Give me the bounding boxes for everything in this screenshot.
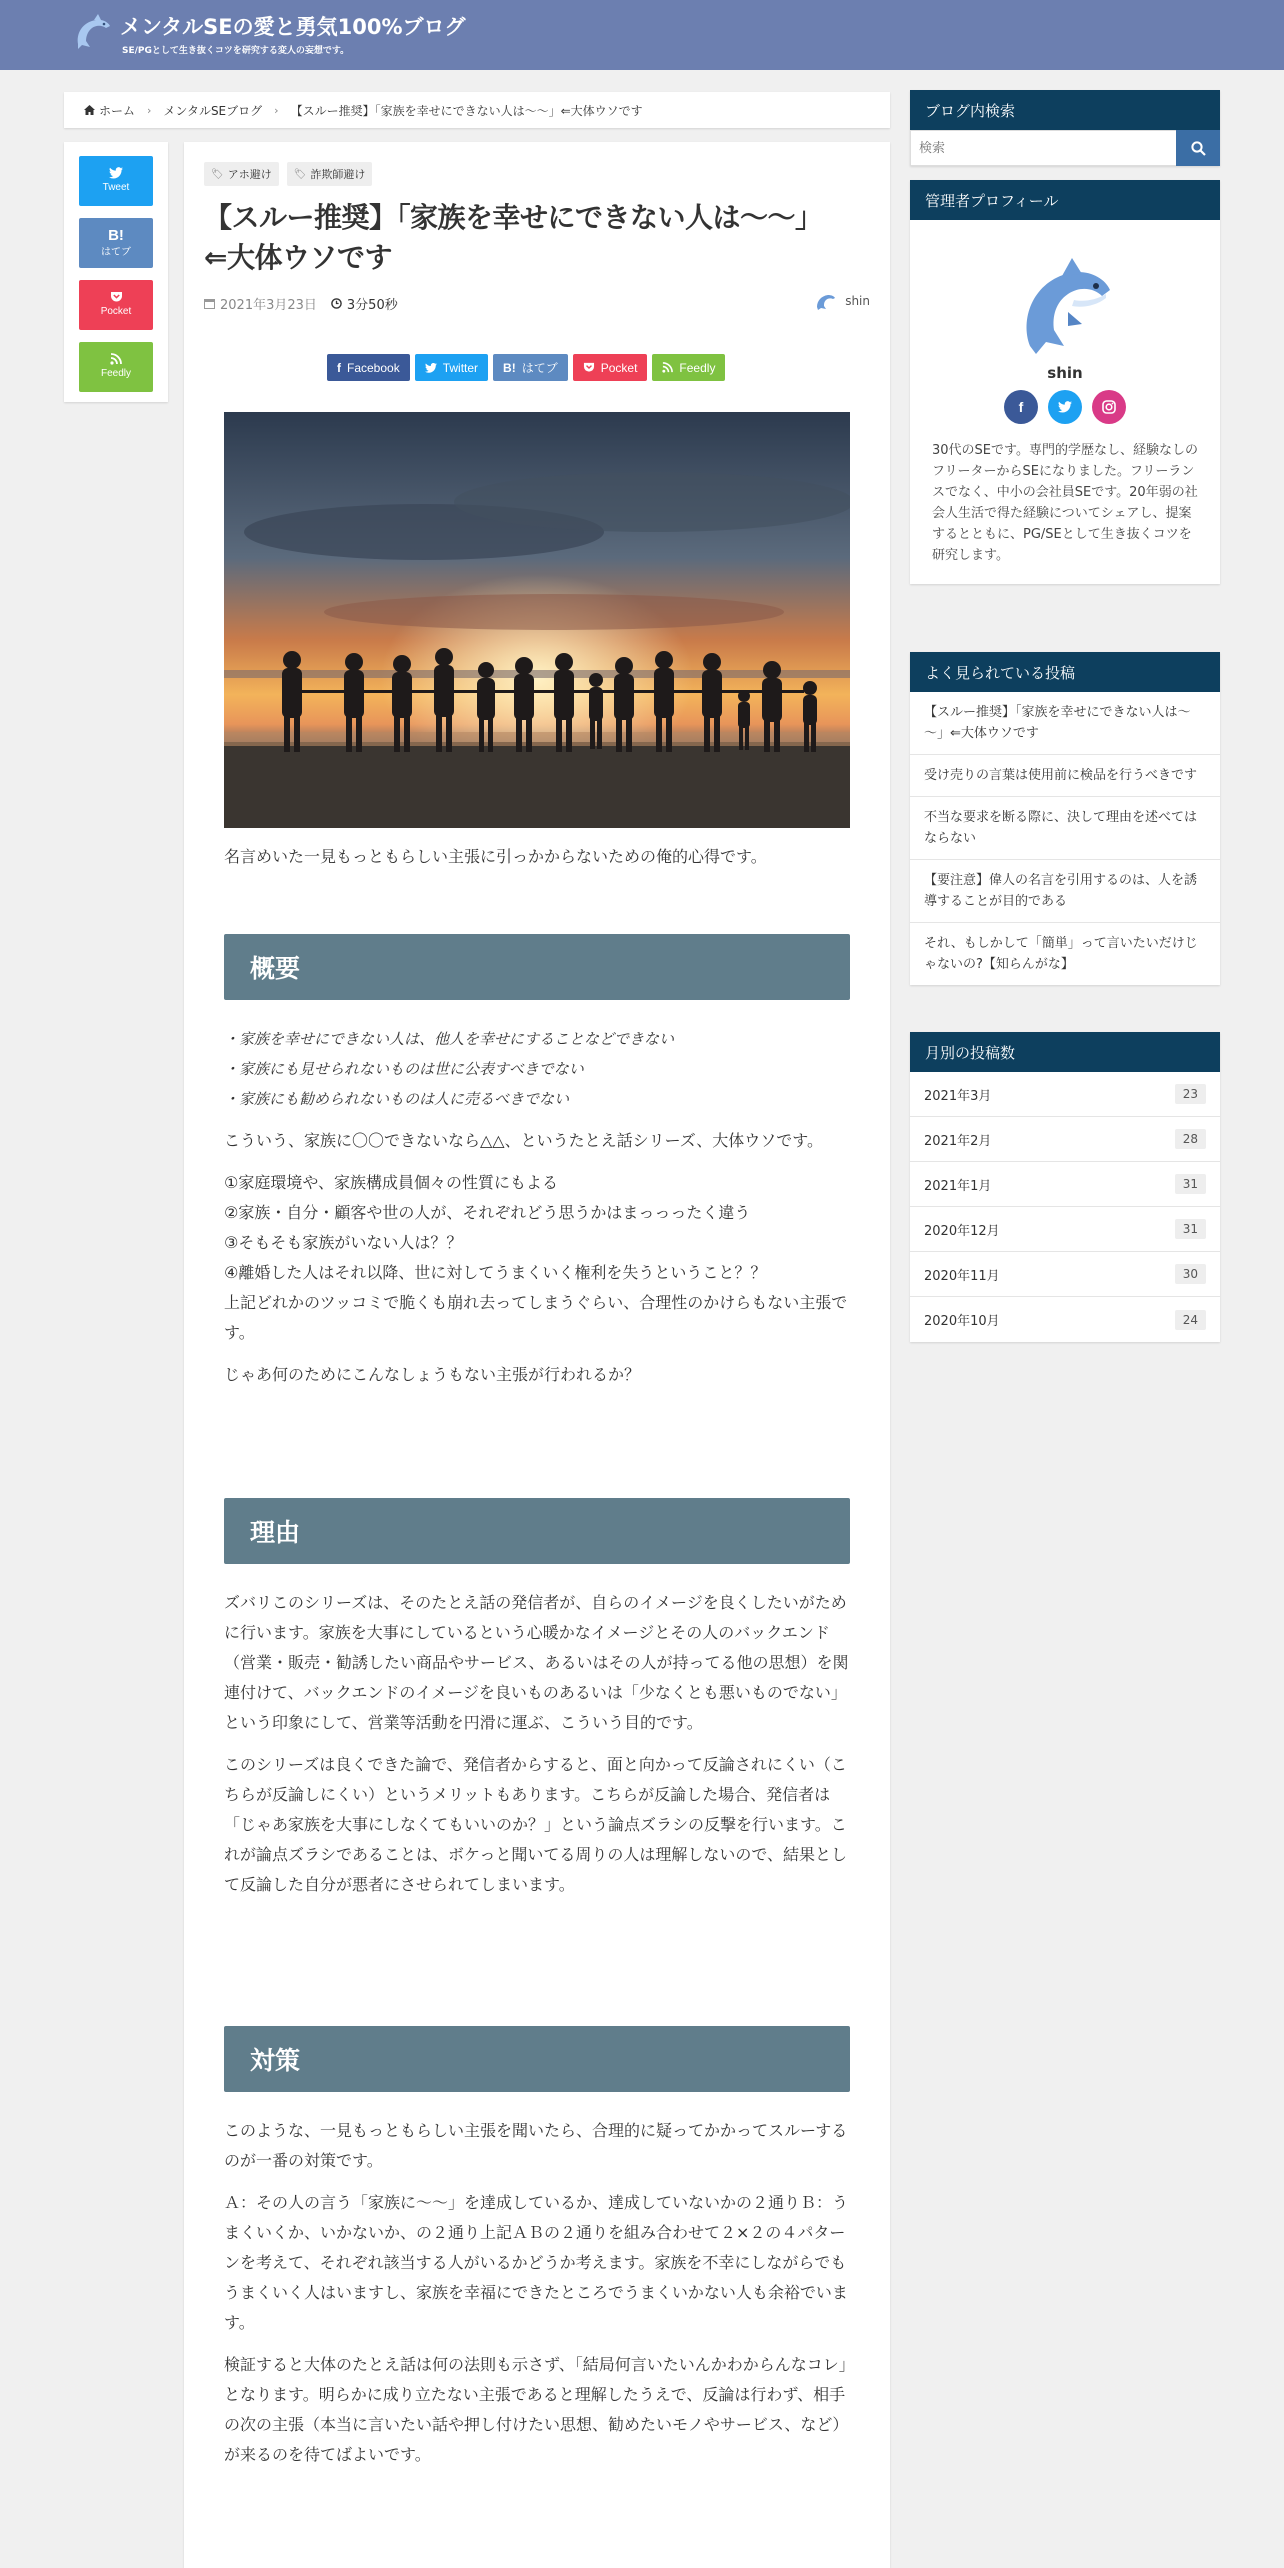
counter-paragraph-2: Ａ：その人の言う「家族に～～」を達成しているか、達成していないかの２通りＢ：うまくいくか、いかないか、の２通り上記ＡＢの２通りを組み合わせて２×２の４パターンを考えて、それぞれ該当する人がいるかどうか考えます。家族を不幸にしながらでもうまくいく人はいますし、家族を幸福にできたところでうまくいかない人も余裕でいます。 — [224, 2193, 849, 2332]
facebook-icon: f — [1018, 399, 1024, 415]
instagram-icon — [1102, 400, 1116, 414]
chevron-right-icon: › — [147, 103, 152, 117]
calendar-icon — [204, 298, 215, 309]
facebook-icon: f — [337, 360, 341, 375]
tag-icon: 🏷 — [293, 168, 307, 180]
read-time-text: 3分50秒 — [346, 298, 398, 313]
hatena-icon: B! — [108, 226, 124, 244]
monthly-archive-title: 月別の投稿数 — [910, 1032, 1220, 1072]
rss-icon — [110, 353, 122, 365]
share-buttons — [327, 354, 725, 381]
archive-month-link[interactable] — [910, 1297, 1220, 1342]
archive-count-badge: 30 — [1175, 1264, 1206, 1284]
hero-image — [224, 412, 850, 828]
rail-hatena-button[interactable] — [79, 218, 153, 268]
archive-count-badge: 31 — [1175, 1219, 1206, 1239]
counter-paragraph-3: 検証すると大体のたとえ話は何の法則も示さず、「結局何言いたいんかわからんなコレ」となります。明らかに成り立たない主張であると理解したうえで、反論は行わず、相手の次の主張（本当に言いたい話や押し付けたい思想、勧めたいモノやサービス、など）が来るのを待てばよいです。 — [224, 2355, 849, 2464]
rail-tweet-label: Tweet — [102, 182, 130, 193]
tag-label: 詐欺師避け — [310, 168, 366, 181]
tag-label: アホ避け — [227, 168, 272, 181]
author-name: shin — [845, 294, 870, 308]
overview-body — [224, 1024, 850, 1402]
profile-social-links — [932, 390, 1198, 424]
overview-line: ①家庭環境や、家族構成員個々の性質にもよる — [224, 1173, 559, 1192]
profile-body — [910, 220, 1220, 584]
summary-list — [224, 1024, 850, 1114]
overview-paragraph-1: こういう、家族に〇〇できないなら△△、というたとえ話シリーズ、大体ウソです。 — [224, 1131, 824, 1150]
rail-tweet-button[interactable] — [79, 156, 153, 206]
reason-body — [224, 1588, 850, 1912]
read-time — [331, 294, 398, 313]
home-icon — [84, 105, 95, 115]
post-date — [204, 294, 317, 313]
section-heading-overview: 概要 — [224, 934, 850, 1000]
intro-text: 名言めいた一見もっともらしい主張に引っかからないための俺的心得です。 — [224, 847, 767, 866]
facebook-link[interactable] — [1004, 390, 1038, 424]
twitter-icon — [109, 167, 123, 179]
post-author[interactable] — [815, 292, 870, 310]
reason-paragraph-1: ズバリこのシリーズは、そのたとえ話の発信者が、自らのイメージを良くしたいがために行います。家族を大事にしているという心暖かなイメージとその人のバックエンド（営業・販売・勧誘したい商品やサービス、あるいはその人が持ってる他の思想）を関連付けて、バックエンドのイメージを良いものあるいは「少なくとも悪いものでない」という印象にして、営業等活動を円滑に運ぶ、こういう目的です。 — [224, 1593, 849, 1732]
chevron-right-icon: › — [274, 103, 279, 117]
dolphin-logo-icon — [72, 14, 114, 50]
hatena-label: はてブ — [521, 361, 558, 375]
instagram-link[interactable] — [1092, 390, 1126, 424]
tag-icon: 🏷 — [211, 168, 224, 180]
search-row — [910, 130, 1220, 166]
archive-month-link[interactable] — [910, 1162, 1220, 1207]
overview-line: ③そもそも家族がいない人は？？ — [224, 1233, 463, 1252]
rail-hatena-label: はてブ — [101, 246, 131, 258]
reason-paragraph-2: このシリーズは良くできた論で、発信者からすると、面と向かって反論されにくい（こちらが反論しにくい）というメリットもあります。こちらが反論した場合、発信者は「じゃあ家族を大事にしなくてもいいのか？」という論点ズラシの反撃を行います。これが論点ズラシであることは、ボケっと聞いてる周りの人は理解しないので、結果として反論した自分が悪者にさせられてしまいます。 — [224, 1755, 848, 1894]
archive-month-link[interactable] — [910, 1252, 1220, 1297]
search-widget — [910, 90, 1220, 166]
hatena-share-button[interactable] — [493, 354, 568, 381]
section-heading-reason: 理由 — [224, 1498, 850, 1564]
counter-paragraph-1: このような、一見もっともらしい主張を聞いたら、合理的に疑ってかかってスルーするのが一番の対策です。 — [224, 2121, 848, 2170]
archive-month: 2021年2月 — [924, 1133, 992, 1149]
rail-pocket-button[interactable] — [79, 280, 153, 330]
archive-month-link[interactable] — [910, 1072, 1220, 1117]
share-rail — [64, 142, 168, 402]
search-icon — [1191, 141, 1206, 156]
twitter-icon — [1058, 401, 1072, 413]
profile-name: shin — [1047, 364, 1083, 382]
twitter-label: Twitter — [442, 360, 479, 375]
popular-posts-widget — [910, 652, 1220, 985]
intro-paragraph — [224, 842, 850, 884]
summary-list-item: ・家族にも見せられないものは世に公表すべきでない — [224, 1060, 584, 1078]
popular-post-link[interactable]: 【要注意】偉人の名言を引用するのは、人を誘導することが目的である — [910, 860, 1220, 923]
facebook-label: Facebook — [347, 360, 400, 375]
section-heading-countermeasure: 対策 — [224, 2026, 850, 2092]
search-button[interactable] — [1176, 130, 1220, 166]
summary-list-item: ・家族を幸せにできない人は、他人を幸せにすることなどできない — [224, 1030, 675, 1048]
pocket-icon — [583, 362, 595, 373]
breadcrumb-home-label: ホーム — [99, 103, 136, 118]
archive-month: 2020年10月 — [924, 1314, 1000, 1329]
twitter-icon — [425, 363, 437, 373]
overview-line: ②家族・自分・顧客や世の人が、それぞれどう思うかはまっっったく違う — [224, 1203, 751, 1222]
breadcrumb-blog[interactable]: メンタルSEブログ — [163, 103, 263, 118]
pocket-label: Pocket — [600, 360, 638, 375]
tag-sagishiyoke[interactable] — [287, 162, 373, 186]
pocket-share-button[interactable] — [573, 354, 648, 381]
rail-pocket-label: Pocket — [100, 306, 132, 317]
post-title: 【スルー推奨】「家族を幸せにできない人は～～」⇐大体ウソです — [204, 201, 823, 274]
feedly-share-button[interactable] — [652, 354, 725, 381]
overview-paragraph-3: じゃあ何のためにこんなしょうもない主張が行われるか？ — [224, 1365, 641, 1384]
popular-post-link[interactable]: 不当な要求を断る際に、決して理由を述べてはならない — [910, 797, 1220, 860]
archive-month: 2020年11月 — [924, 1268, 1000, 1284]
popular-posts-title: よく見られている投稿 — [910, 652, 1220, 692]
facebook-share-button[interactable] — [327, 354, 410, 381]
archive-count-badge: 24 — [1175, 1310, 1206, 1330]
archive-count-badge: 31 — [1175, 1174, 1206, 1194]
search-widget-title: ブログ内検索 — [910, 90, 1220, 130]
archive-month: 2021年3月 — [924, 1088, 992, 1104]
overview-line: ④離婚した人はそれ以降、世に対してうまくいく権利を失うということ？？ — [224, 1263, 767, 1282]
post-meta — [204, 294, 398, 313]
clock-icon — [331, 298, 342, 309]
countermeasure-body — [224, 2116, 850, 2482]
archive-month-link[interactable] — [910, 1207, 1220, 1252]
twitter-share-button[interactable] — [415, 354, 488, 381]
archive-count-badge: 23 — [1175, 1084, 1206, 1104]
pocket-icon — [110, 291, 123, 303]
article — [184, 142, 890, 2568]
rss-icon — [662, 362, 673, 373]
summary-list-item: ・家族にも勧められないものは人に売るべきでない — [224, 1090, 570, 1108]
post-date-text: 2021年3月23日 — [220, 298, 317, 313]
popular-post-link[interactable]: 受け売りの言葉は使用前に検品を行うべきです — [910, 755, 1220, 797]
tag-list — [204, 162, 372, 186]
archive-month-link[interactable] — [910, 1117, 1220, 1162]
twitter-link[interactable] — [1048, 390, 1082, 424]
profile-bio: 30代のSEです。専門的学歴なし、経験なしのフリーターからSEになりました。フリーランスでなく、中小の会社員SEです。20年弱の社会人生活で得た経験についてシェアし、提案するとともに、PG/SEとして生き抜くコツを研究します。 — [932, 443, 1198, 563]
site-header — [0, 0, 1284, 70]
breadcrumb-home[interactable] — [84, 102, 135, 119]
profile-widget — [910, 180, 1220, 584]
archive-month: 2020年12月 — [924, 1223, 1000, 1239]
site-title: メンタルSEの愛と勇気100%ブログ — [120, 15, 466, 39]
author-avatar-icon — [815, 292, 837, 310]
overview-paragraph-2 — [224, 1168, 850, 1348]
popular-post-link[interactable]: それ、もしかして「簡単」って言いたいだけじゃないの?【知らんがな】 — [924, 936, 1198, 972]
search-input[interactable] — [910, 130, 1176, 166]
tag-ahoyoke[interactable] — [204, 162, 279, 186]
hatena-icon: B! — [503, 360, 516, 375]
feedly-label: Feedly — [679, 360, 716, 375]
rail-feedly-label: Feedly — [100, 368, 131, 379]
profile-widget-title: 管理者プロフィール — [910, 180, 1220, 220]
profile-avatar-dolphin-icon — [1010, 250, 1120, 354]
overview-line: 上記どれかのツッコミで脆くも崩れ去ってしまうぐらい、合理性のかけらもない主張です。 — [224, 1293, 848, 1342]
archive-count-badge: 28 — [1175, 1129, 1206, 1149]
popular-post-link[interactable]: 【スルー推奨】「家族を幸せにできない人は～～」⇐大体ウソです — [910, 692, 1220, 755]
site-tagline: SE/PGとして生き抜くコツを研究する変人の妄想です。 — [122, 46, 350, 56]
breadcrumb-current: 【スルー推奨】「家族を幸せにできない人は～～」⇐大体ウソです — [290, 103, 643, 118]
monthly-archive-widget — [910, 1032, 1220, 1342]
archive-month: 2021年1月 — [924, 1178, 992, 1194]
rail-feedly-button[interactable] — [79, 342, 153, 392]
breadcrumb — [64, 92, 890, 128]
